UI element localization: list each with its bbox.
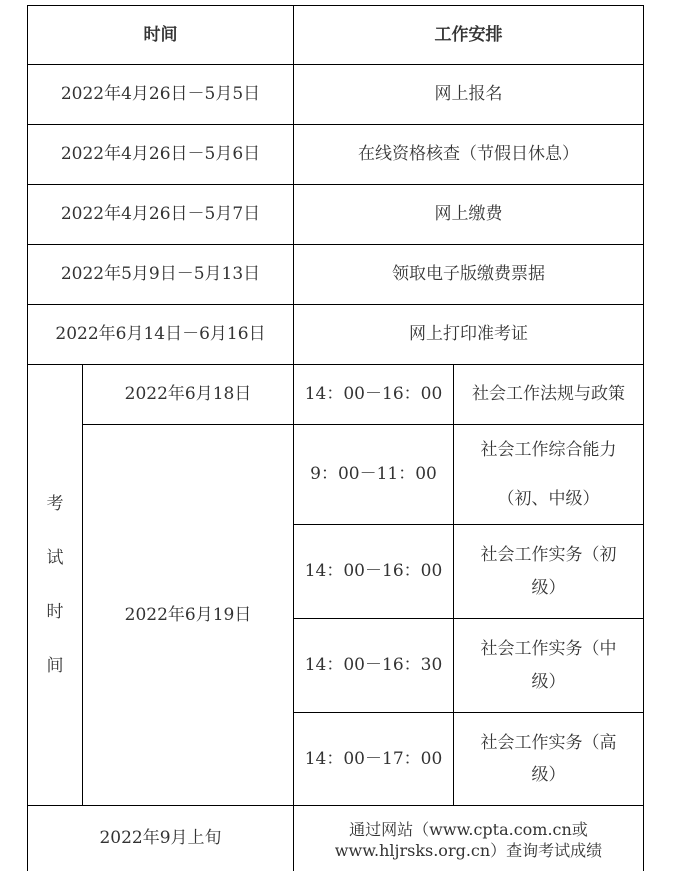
row-1-task: 网上报名 xyxy=(434,84,503,105)
session-2-time: 9：00－11：00 xyxy=(310,464,437,485)
header-arrangement: 工作安排 xyxy=(434,24,503,45)
row-2-time: 2022年4月26日－5月6日 xyxy=(60,144,261,165)
table-border-right xyxy=(643,5,644,871)
exam-label-char: 间 xyxy=(46,656,64,677)
session-5-subject xyxy=(454,713,643,805)
subject-line: 级） xyxy=(531,671,566,692)
row-3-task: 网上缴费 xyxy=(434,204,503,225)
result-line: 通过网站（www.cpta.com.cn或 xyxy=(349,819,588,839)
session-1-time: 14：00－16：00 xyxy=(304,384,443,405)
subject-line: 级） xyxy=(531,765,566,785)
exam-label-char: 考 xyxy=(46,493,64,514)
session-3-subject xyxy=(454,525,643,618)
row-4-task: 领取电子版缴费票据 xyxy=(392,264,545,285)
exam-time-label xyxy=(28,365,82,805)
subject-line: 级） xyxy=(531,577,566,598)
exam-day2-date: 2022年6月19日 xyxy=(124,604,252,625)
subject-line: 社会工作实务（中 xyxy=(480,639,617,660)
session-3-time: 14：00－16：00 xyxy=(304,561,443,582)
row-5-task: 网上打印准考证 xyxy=(409,324,528,345)
row-4-time: 2022年5月9日－5月13日 xyxy=(60,264,261,285)
subject-line: 社会工作综合能力 xyxy=(480,440,617,461)
session-4-time: 14：00－16：30 xyxy=(304,655,443,676)
result-task xyxy=(294,806,643,871)
session-1-subject: 社会工作法规与政策 xyxy=(472,384,625,405)
exam-day1-date: 2022年6月18日 xyxy=(124,384,252,405)
session-4-subject xyxy=(454,619,643,712)
result-line: www.hljrsks.org.cn）查询考试成绩 xyxy=(334,840,603,860)
session-5-time: 14：00－17：00 xyxy=(304,748,443,769)
row-2-task: 在线资格核查（节假日休息） xyxy=(358,144,579,165)
subject-line: （初、中级） xyxy=(497,488,600,509)
row-5-time: 2022年6月14日－6月16日 xyxy=(55,324,266,345)
result-time: 2022年9月上旬 xyxy=(99,828,222,849)
exam-label-char: 试 xyxy=(46,547,64,568)
row-3-time: 2022年4月26日－5月7日 xyxy=(60,204,261,225)
subject-line: 社会工作实务（高 xyxy=(480,732,617,753)
row-1-time: 2022年4月26日－5月5日 xyxy=(60,84,261,105)
exam-label-char: 时 xyxy=(46,602,64,622)
header-time: 时间 xyxy=(143,24,178,45)
session-2-subject xyxy=(454,425,643,524)
subject-line: 社会工作实务（初 xyxy=(480,545,617,566)
